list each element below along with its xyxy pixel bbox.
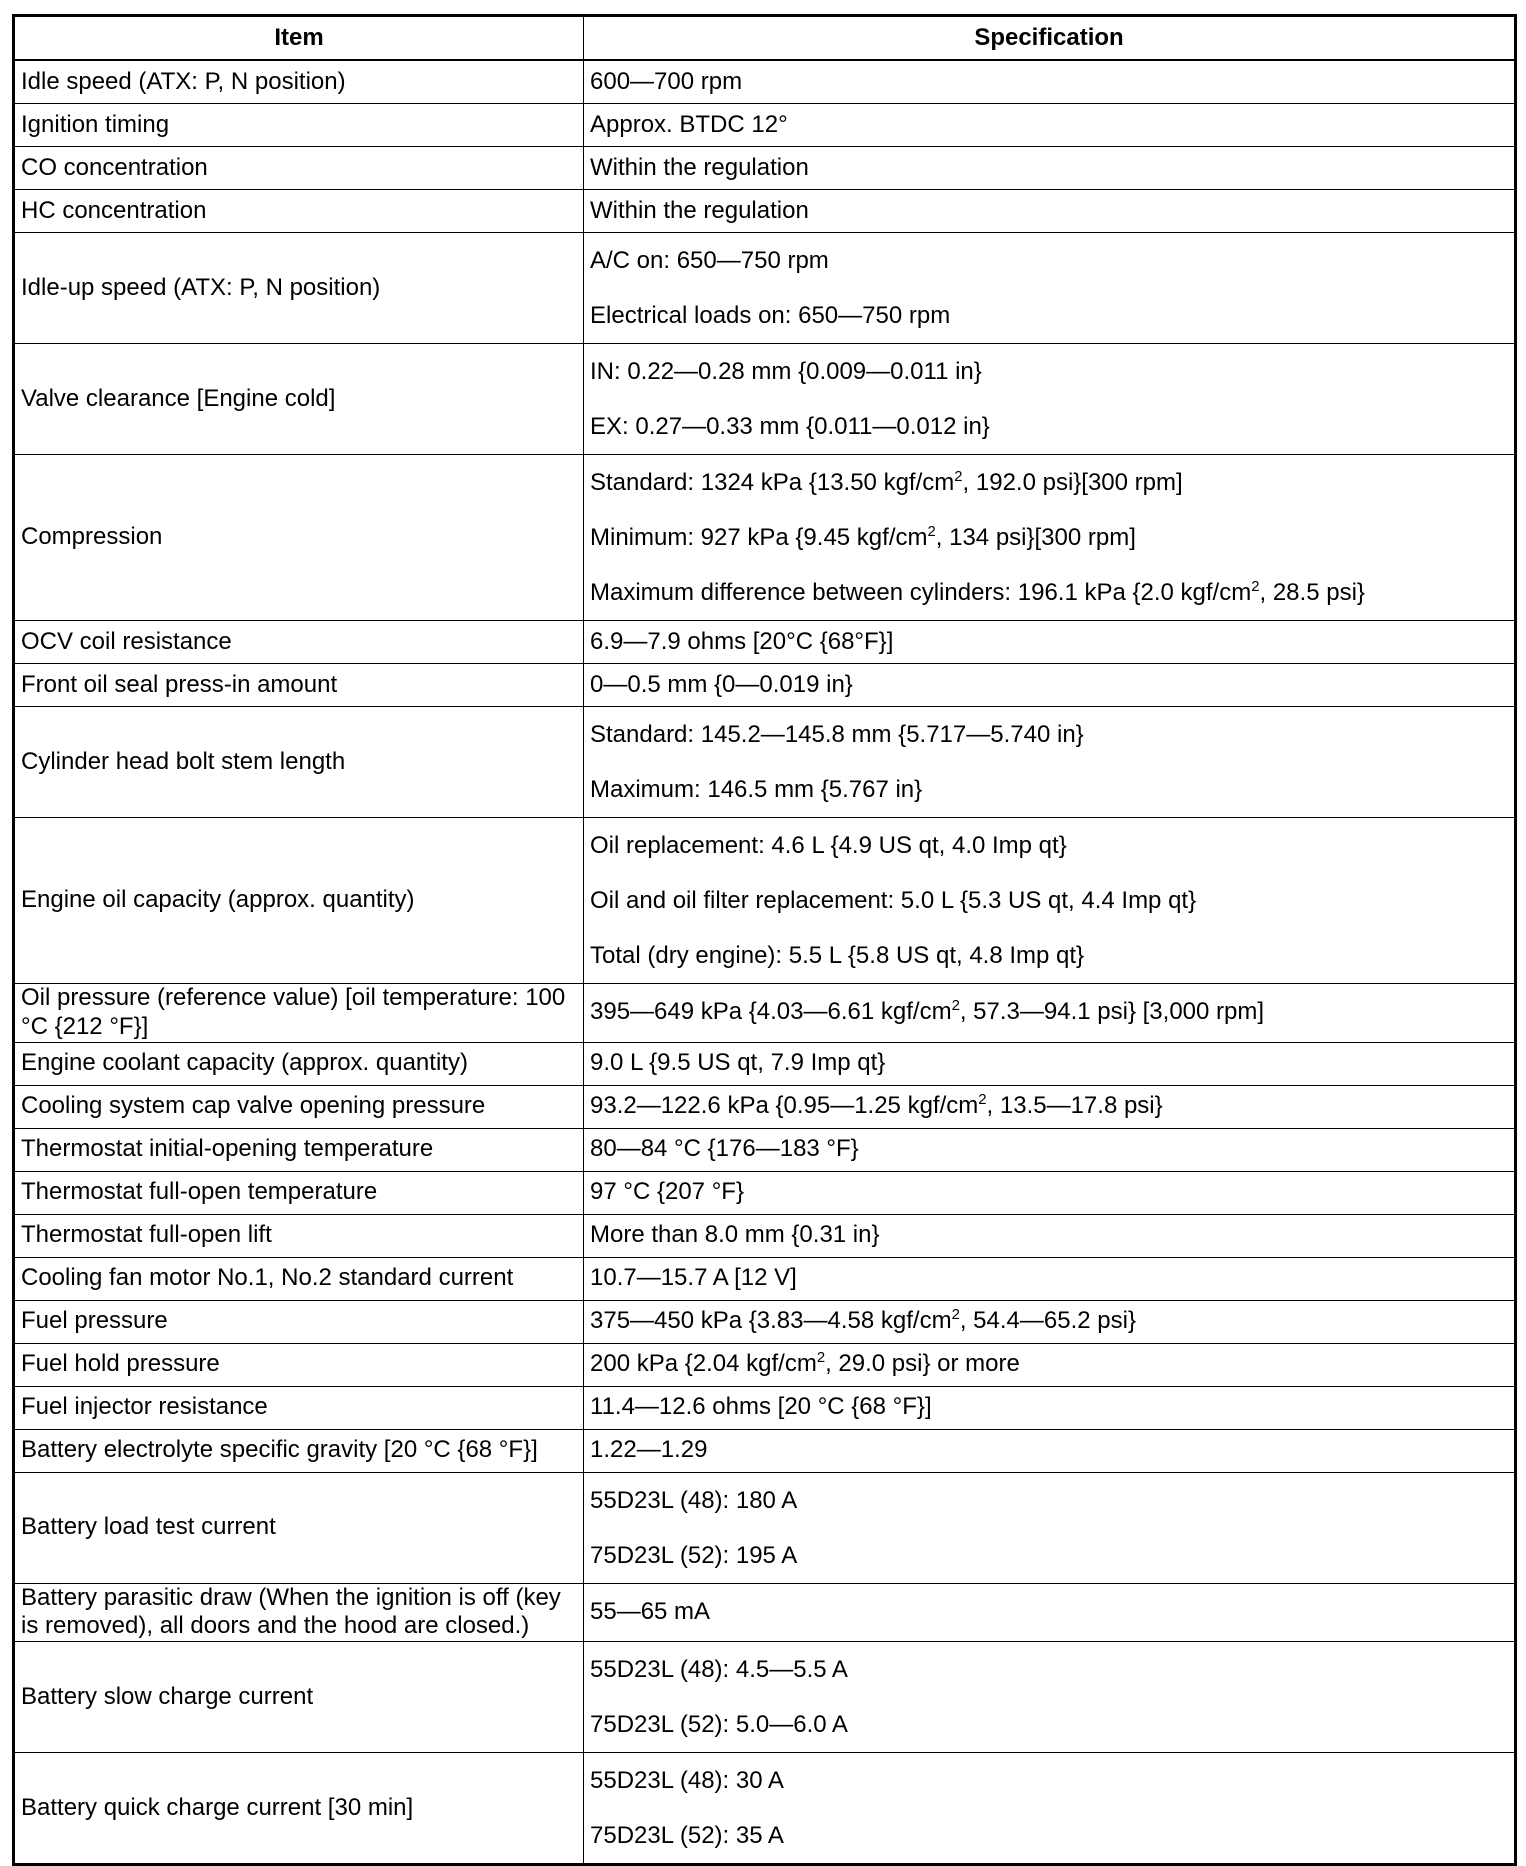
item-cell: Fuel hold pressure <box>14 1343 584 1386</box>
item-cell: Cooling fan motor No.1, No.2 standard current <box>14 1257 584 1300</box>
spec-line: 55D23L (48): 4.5—5.5 A <box>590 1656 848 1684</box>
spec-cell <box>584 707 1516 818</box>
item-cell: Fuel injector resistance <box>14 1386 584 1429</box>
table-row <box>14 455 1516 621</box>
spec-cell: 9.0 L {9.5 US qt, 7.9 Imp qt} <box>584 1042 1516 1085</box>
table-row <box>14 1042 1516 1085</box>
item-cell: Valve clearance [Engine cold] <box>14 344 584 455</box>
spec-line: 55D23L (48): 30 A <box>590 1767 784 1795</box>
table-row <box>14 984 1516 1043</box>
spec-line: 55D23L (48): 180 A <box>590 1486 798 1514</box>
spec-cell <box>584 1753 1516 1865</box>
item-cell: Battery parasitic draw (When the ignition is off (key is removed), all doors and the hood are closed.) <box>14 1583 584 1642</box>
table-row <box>14 707 1516 818</box>
spec-line: 75D23L (52): 195 A <box>590 1541 798 1569</box>
item-cell: Compression <box>14 455 584 621</box>
spec-cell: 80—84 °C {176—183 °F} <box>584 1128 1516 1171</box>
table-row <box>14 1085 1516 1128</box>
item-cell: HC concentration <box>14 190 584 233</box>
spec-cell: 6.9—7.9 ohms [20°C {68°F}] <box>584 621 1516 664</box>
table-row <box>14 60 1516 104</box>
spec-column-header: Specification <box>584 16 1516 61</box>
table-row <box>14 1257 1516 1300</box>
item-cell: Engine oil capacity (approx. quantity) <box>14 818 584 984</box>
spec-cell: 375—450 kPa {3.83—4.58 kgf/$cm^2$, 54.4—65.2 psi} <box>584 1300 1516 1343</box>
spec-cell: More than 8.0 mm {0.31 in} <box>584 1214 1516 1257</box>
item-cell: Battery load test current <box>14 1472 584 1583</box>
table-row <box>14 1343 1516 1386</box>
spec-page <box>12 14 1514 1866</box>
spec-cell: 55—65 mA <box>584 1583 1516 1642</box>
spec-line: 75D23L (52): 35 A <box>590 1822 784 1850</box>
item-cell: Thermostat full-open temperature <box>14 1171 584 1214</box>
spec-cell: 10.7—15.7 A [12 V] <box>584 1257 1516 1300</box>
spec-cell: Within the regulation <box>584 190 1516 233</box>
item-cell: Engine coolant capacity (approx. quantity) <box>14 1042 584 1085</box>
table-row <box>14 664 1516 707</box>
table-row <box>14 344 1516 455</box>
table-row <box>14 1429 1516 1472</box>
spec-line: Total (dry engine): 5.5 L {5.8 US qt, 4.8 Imp qt} <box>590 942 1085 969</box>
table-row <box>14 1128 1516 1171</box>
table-row <box>14 621 1516 664</box>
specification-table <box>12 14 1517 1866</box>
item-cell: Thermostat initial-opening temperature <box>14 1128 584 1171</box>
spec-cell: 93.2—122.6 kPa {0.95—1.25 kgf/$cm^2$, 13.5—17.8 psi} <box>584 1085 1516 1128</box>
table-row <box>14 1472 1516 1583</box>
spec-cell: 395—649 kPa {4.03—6.61 kgf/$cm^2$, 57.3—94.1 psi} [3,000 rpm] <box>584 984 1516 1043</box>
item-cell: Idle-up speed (ATX: P, N position) <box>14 233 584 344</box>
table-body <box>14 60 1516 1865</box>
item-cell: Battery slow charge current <box>14 1642 584 1753</box>
spec-line: 75D23L (52): 5.0—6.0 A <box>590 1711 848 1739</box>
spec-cell <box>584 344 1516 455</box>
item-cell: Cooling system cap valve opening pressure <box>14 1085 584 1128</box>
spec-line: Minimum: 927 kPa {9.45 kgf/$cm^2$, 134 psi}[300 rpm] <box>590 524 1136 551</box>
item-cell: Battery electrolyte specific gravity [20 °C {68 °F}] <box>14 1429 584 1472</box>
spec-cell: Approx. BTDC 12° <box>584 104 1516 147</box>
spec-cell: 97 °C {207 °F} <box>584 1171 1516 1214</box>
item-cell: Ignition timing <box>14 104 584 147</box>
spec-line: Electrical loads on: 650—750 rpm <box>590 302 951 329</box>
spec-line: Oil replacement: 4.6 L {4.9 US qt, 4.0 Imp qt} <box>590 832 1067 859</box>
header-row <box>14 16 1516 61</box>
item-cell: Cylinder head bolt stem length <box>14 707 584 818</box>
table-row <box>14 147 1516 190</box>
item-cell: CO concentration <box>14 147 584 190</box>
table-row <box>14 1642 1516 1753</box>
table-row <box>14 818 1516 984</box>
table-row <box>14 1214 1516 1257</box>
table-row <box>14 1386 1516 1429</box>
item-column-header: Item <box>14 16 584 61</box>
item-cell: Thermostat full-open lift <box>14 1214 584 1257</box>
table-row <box>14 1753 1516 1865</box>
spec-cell: 200 kPa {2.04 kgf/$cm^2$, 29.0 psi} or more <box>584 1343 1516 1386</box>
spec-cell: 600—700 rpm <box>584 60 1516 104</box>
item-cell: Front oil seal press-in amount <box>14 664 584 707</box>
spec-cell: Within the regulation <box>584 147 1516 190</box>
spec-cell: 0—0.5 mm {0—0.019 in} <box>584 664 1516 707</box>
spec-cell <box>584 1642 1516 1753</box>
table-row <box>14 190 1516 233</box>
spec-line: Standard: 145.2—145.8 mm {5.717—5.740 in} <box>590 721 1084 748</box>
spec-line: Oil and oil filter replacement: 5.0 L {5.3 US qt, 4.4 Imp qt} <box>590 887 1197 914</box>
spec-line: IN: 0.22—0.28 mm {0.009—0.011 in} <box>590 358 982 385</box>
spec-cell <box>584 1472 1516 1583</box>
spec-line: Standard: 1324 kPa {13.50 kgf/$cm^2$, 192.0 psi}[300 rpm] <box>590 469 1183 496</box>
table-row <box>14 1171 1516 1214</box>
spec-cell <box>584 455 1516 621</box>
spec-line: EX: 0.27—0.33 mm {0.011—0.012 in} <box>590 413 990 440</box>
item-cell: Fuel pressure <box>14 1300 584 1343</box>
table-row <box>14 233 1516 344</box>
spec-line: Maximum difference between cylinders: 196.1 kPa {2.0 kgf/$cm^2$, 28.5 psi} <box>590 579 1365 606</box>
spec-line: A/C on: 650—750 rpm <box>590 247 829 274</box>
table-row <box>14 104 1516 147</box>
spec-cell <box>584 233 1516 344</box>
spec-line: Maximum: 146.5 mm {5.767 in} <box>590 776 923 803</box>
table-row <box>14 1583 1516 1642</box>
spec-cell: 11.4—12.6 ohms [20 °C {68 °F}] <box>584 1386 1516 1429</box>
item-cell: Oil pressure (reference value) [oil temperature: 100 °C {212 °F}] <box>14 984 584 1043</box>
table-row <box>14 1300 1516 1343</box>
spec-cell <box>584 818 1516 984</box>
item-cell: OCV coil resistance <box>14 621 584 664</box>
spec-cell: 1.22—1.29 <box>584 1429 1516 1472</box>
item-cell: Battery quick charge current [30 min] <box>14 1753 584 1865</box>
item-cell: Idle speed (ATX: P, N position) <box>14 60 584 104</box>
